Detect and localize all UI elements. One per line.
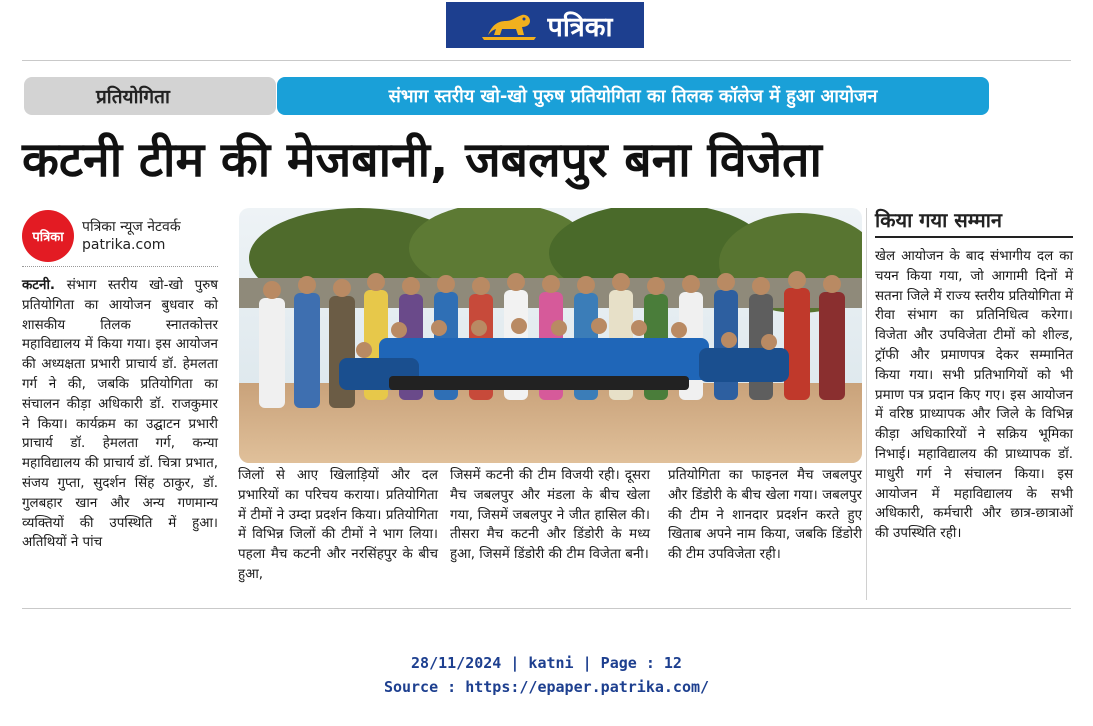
article-column-2: जिलों से आए खिलाड़ियों और दल प्रभारियों का परिचय कराया। प्रतियोगिता में टीमों ने उम्दा प्रदर्शन किया। प्रतियोगिता में विभिन्न जिलों की टीमों ने भाग लिया। पहला मैच कटनी और नरसिंहपुर के बीच हुआ, (238, 468, 438, 582)
byline-site: patrika.com (82, 237, 166, 253)
article-column-4: प्रतियोगिता का फाइनल मैच जबलपुर और डिंडोरी के बीच खेला गया। जबलपुर की टीम ने शानदार प्रदर्शन करते हुए खिताब अपने नाम किया, जबकि डिंडोरी की टीम उपविजेता रही। (668, 468, 862, 563)
sidebar-title: किया गया सम्मान (875, 208, 1003, 232)
dateline: कटनी. (22, 278, 56, 293)
sidebar-divider (866, 208, 867, 600)
lion-emblem-icon (478, 9, 540, 41)
article-column-3: जिसमें कटनी की टीम विजयी रही। दूसरा मैच जबलपुर और मंडला के बीच खेला गया, जिसमें जबलपुर ने जीत हासिल की। तीसरा मैच कटनी और डिंडोरी के मध्य हुआ, जिसमें डिंडोरी की टीम विजेता बनी। (450, 468, 650, 563)
byline-agency: पत्रिका न्यूज नेटवर्क (82, 219, 181, 235)
category-label: प्रतियोगिता (24, 77, 276, 115)
article-column-1-text: संभाग स्तरीय खो-खो पुरुष प्रतियोगिता का आयोजन बुधवार को शासकीय तिलक स्नातकोत्तर महाविद्यालय में किया गया। इस आयोजन की अध्यक्षता प्रभारी प्राचार्य डॉ. हेमलता गर्ग ने की, जबकि प्रतियोगिता का संचालन कीड़ा अधिकारी डॉ. राजकुमार ने किया। कार्यक्रम का उद्घाटन प्रभारी प्राचार्य डॉ. हेमलता गर्ग, कन्या महाविद्यालय की प्राचार्य डॉ. चित्रा प्रभात, संजय गुप्ता, सुदर्शन सिंह ठाकुर, डॉ. गुलबहार खान और अन्य गणमान्य व्यक्तियों की उपस्थिति में हुआ। अतिथियों ने पांच (22, 278, 218, 551)
masthead-logo (446, 2, 644, 48)
masthead-name: पत्रिका (547, 11, 613, 43)
article-column-1 (22, 276, 218, 553)
team-photo (239, 208, 862, 463)
byline (22, 210, 181, 262)
team-photo-image (239, 208, 862, 463)
byline-divider (22, 266, 218, 267)
patrika-badge-icon: पत्रिका (22, 210, 74, 262)
footer-source-line: Source : https://epaper.patrika.com/ (383, 678, 710, 696)
bottom-divider (22, 608, 1071, 609)
sidebar-body: खेल आयोजन के बाद संभागीय दल का चयन किया गया, जो आगामी दिनों में सतना जिले में राज्य स्तरीय प्रतियोगिता में रीवा संभाग का प्रतिनिधित्व करेगा। विजेता और उपविजेता टीमों को शील्ड, ट्रॉफी और प्रमाणपत्र देकर सम्मानित किया गया। सभी प्रतिभागियों को भी प्रमाण पत्र प्रदान किए गए। इस आयोजन में वरिष्ठ प्राध्यापक और जिले के विभिन्न कीड़ा अधिकारियों ने सक्रिय भूमिका निभाई। महाविद्यालय की प्राध्यापक डॉ. माधुरी गर्ग ने संचालन किया। इस आयोजन में महाविद्यालय के सभी अधिकारी, कर्मचारी और छात्र-छात्राओं की उपस्थिति रही। (875, 249, 1073, 542)
strapline: संभाग स्तरीय खो-खो पुरुष प्रतियोगिता का तिलक कॉलेज में हुआ आयोजन (277, 77, 989, 115)
top-divider (22, 60, 1071, 61)
sidebar-title-rule (875, 236, 1073, 238)
footer-date-line: 28/11/2024 | katni | Page : 12 (411, 654, 682, 672)
headline: कटनी टीम की मेजबानी, जबलपुर बना विजेता (22, 132, 822, 188)
